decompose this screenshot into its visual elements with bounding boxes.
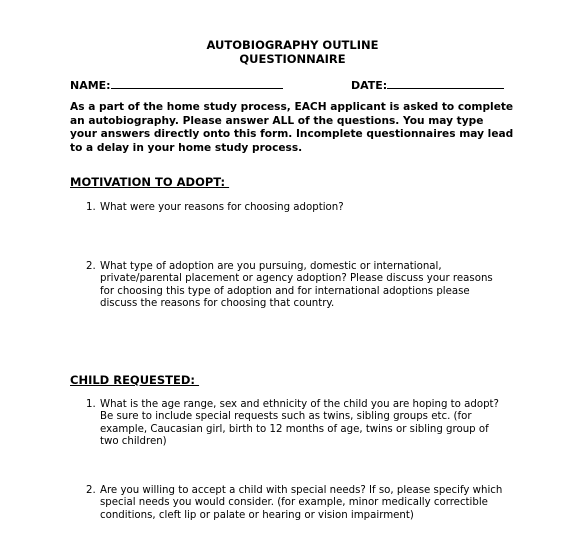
question-number: 2. [86, 485, 96, 496]
question-line: Be sure to include special requests such as twins, sibling groups etc. (for [100, 411, 472, 423]
intro-line: your answers directly onto this form. Incomplete questionnaires may lead [70, 128, 514, 141]
question-text [100, 485, 502, 522]
date-label: DATE: [351, 79, 388, 92]
intro-paragraph [70, 101, 530, 156]
question-text [100, 399, 499, 449]
question-line: conditions, cleft lip or palate or hearing or vision impairment) [100, 509, 414, 521]
section-heading-child-requested: CHILD REQUESTED: [70, 373, 200, 387]
document-title-line2: QUESTIONNAIRE [239, 52, 346, 66]
question-text [100, 202, 344, 214]
name-field[interactable] [70, 77, 283, 93]
intro-line: As a part of the home study process, EACH applicant is asked to complete [70, 101, 514, 113]
question-number: 2. [86, 261, 96, 272]
date-underline[interactable] [387, 77, 504, 89]
document-title-line1: AUTOBIOGRAPHY OUTLINE [206, 38, 379, 52]
question-number: 1. [86, 202, 96, 213]
name-underline[interactable] [111, 77, 283, 89]
section-heading-motivation: MOTIVATION TO ADOPT: [70, 175, 230, 189]
question-line: two children) [100, 436, 167, 448]
question-line: What is the age range, sex and ethnicity of the child you are hoping to adopt? [100, 399, 499, 410]
question-line: Are you willing to accept a child with special needs? If so, please specify which [100, 485, 503, 496]
intro-line: to a delay in your home study process. [70, 142, 303, 155]
date-field[interactable] [351, 77, 504, 93]
question-line: for choosing this type of adoption and for international adoptions please [100, 285, 470, 297]
question-number: 1. [86, 399, 96, 410]
question-text [100, 261, 493, 311]
question-line: example, Caucasian girl, birth to 12 months of age, twins or sibling group of [100, 423, 489, 435]
question-line: discuss the reasons for choosing that country. [100, 298, 335, 310]
question-line: What were your reasons for choosing adoption? [100, 202, 344, 213]
question-line: special needs you would consider. (for example, minor medically correctible [100, 497, 488, 509]
intro-line: an autobiography. Please answer ALL of the questions. You may type [70, 114, 484, 127]
question-line: What type of adoption are you pursuing, domestic or international, [100, 261, 442, 272]
question-line: private/parental placement or agency adoption? Please discuss your reasons [100, 273, 493, 285]
name-label: NAME: [70, 79, 111, 92]
